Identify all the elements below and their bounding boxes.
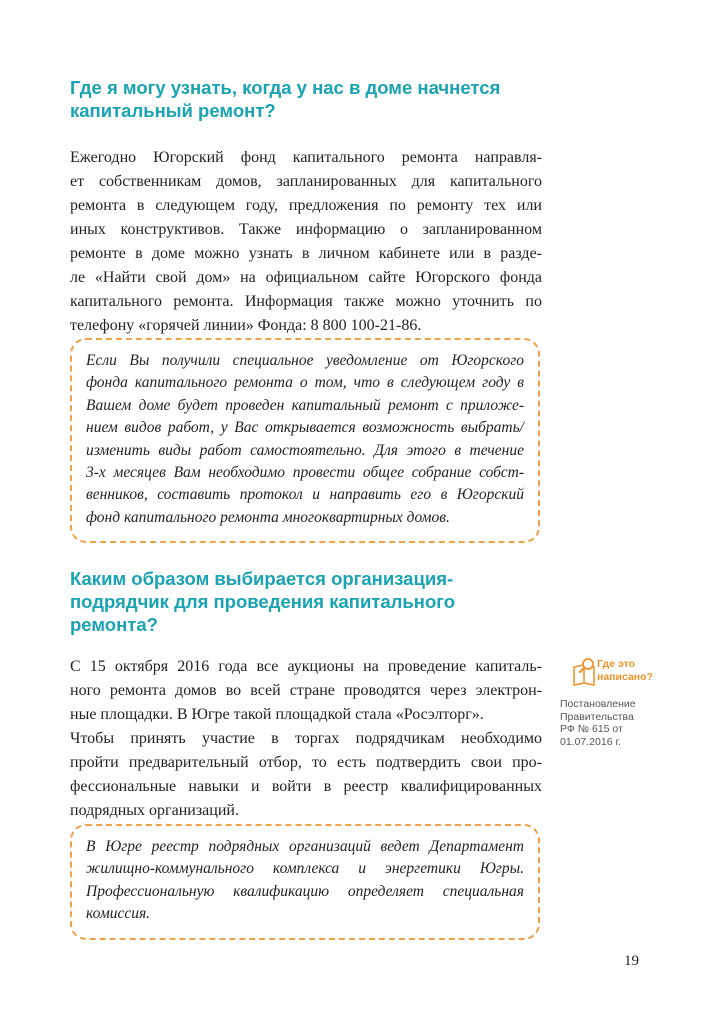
note-line: Вашем доме будет проведен капитальный ремонт с приложе- — [86, 396, 524, 414]
note-line: жилищно-коммунального комплекса и энергетики Югры. — [86, 860, 524, 878]
text-line: Ежегодно Югорский фонд капитального ремонта направля- — [70, 149, 542, 166]
reference-line: Постановление — [560, 698, 636, 710]
text-line: Чтобы принять участие в торгах подрядчикам необходимо — [70, 730, 542, 747]
text-line: фессиональные навыки и войти в реестр квалифицированных — [70, 778, 542, 795]
section2-paragraph — [70, 655, 542, 823]
note-line: комиссия. — [86, 905, 151, 923]
text-line: ные площадки. В Югре такой площадкой стала «Росэлторг». — [70, 706, 484, 723]
reference-line: 01.07.2016 г. — [560, 735, 621, 748]
note-line: венников, составить протокол и направить его в Югорский — [86, 486, 524, 504]
where-written-label — [597, 658, 653, 684]
page-number: 19 — [624, 953, 639, 969]
label-line: написано? — [597, 671, 653, 683]
text-line: телефону «горячей линии» Фонда: 8 800 100-21-86. — [70, 317, 422, 334]
text-line: подрядных организаций. — [70, 802, 239, 819]
note-line: фонд капитального ремонта многоквартирных домов. — [86, 508, 450, 526]
heading-line: капитальный ремонт? — [70, 100, 276, 121]
text-line: ремонта в следующем году, предложения по ремонту тех или — [70, 197, 542, 214]
note-line: 3-х месяцев Вам необходимо провести общее собрание собст- — [86, 464, 524, 482]
note-line: Профессиональную квалификацию определяет специальная — [86, 882, 524, 900]
text-line: ремонте в доме можно узнать в личном кабинете или в разде- — [70, 245, 542, 262]
text-line: иных конструктивов. Также информацию о запланированном — [70, 221, 542, 238]
label-line: Где это — [597, 658, 636, 670]
note-line: Если Вы получили специальное уведомление от Югорского — [86, 352, 524, 369]
heading-line: Каким образом выбирается организация- — [70, 568, 454, 589]
text-line: ного ремонта домов во всей стране проводятся через электрон- — [70, 682, 542, 699]
where-written-badge — [572, 655, 682, 691]
heading-line: подрядчик для проведения капитального — [70, 591, 456, 612]
text-line: С 15 октября 2016 года все аукционы на проведение капиталь- — [70, 658, 542, 675]
note-line: нием видов работ, у Вас открывается возможность выбрать/ — [86, 419, 524, 437]
text-line: капитального ремонта. Информация также можно уточнить по — [70, 293, 542, 310]
section1-heading — [70, 76, 500, 122]
reference-line: Правительства — [560, 710, 634, 723]
heading-line: ремонта? — [70, 614, 158, 635]
text-line: ле «Найти свой дом» на официальном сайте Югорского фонда — [70, 269, 542, 286]
heading-line: Где я могу узнать, когда у нас в доме начнется — [70, 77, 501, 98]
section1-paragraph — [70, 146, 542, 338]
text-line: пройти предварительный отбор, то есть подтвердить свои про- — [70, 754, 542, 771]
text-line: ет собственникам домов, запланированных для капитального — [70, 173, 542, 190]
legal-reference — [560, 698, 670, 748]
book-magnifier-icon — [572, 657, 598, 687]
section2-heading — [70, 567, 455, 636]
note-line: В Югре реестр подрядных организаций ведет Департамент — [86, 838, 524, 855]
reference-line: РФ № 615 от — [560, 723, 623, 735]
note-line: фонда капитального ремонта о том, что в следующем году в — [86, 374, 524, 392]
note-line: изменить виды работ самостоятельно. Для этого в течение — [86, 441, 524, 459]
section2-note-box — [70, 824, 540, 940]
section1-note-box — [70, 338, 540, 543]
